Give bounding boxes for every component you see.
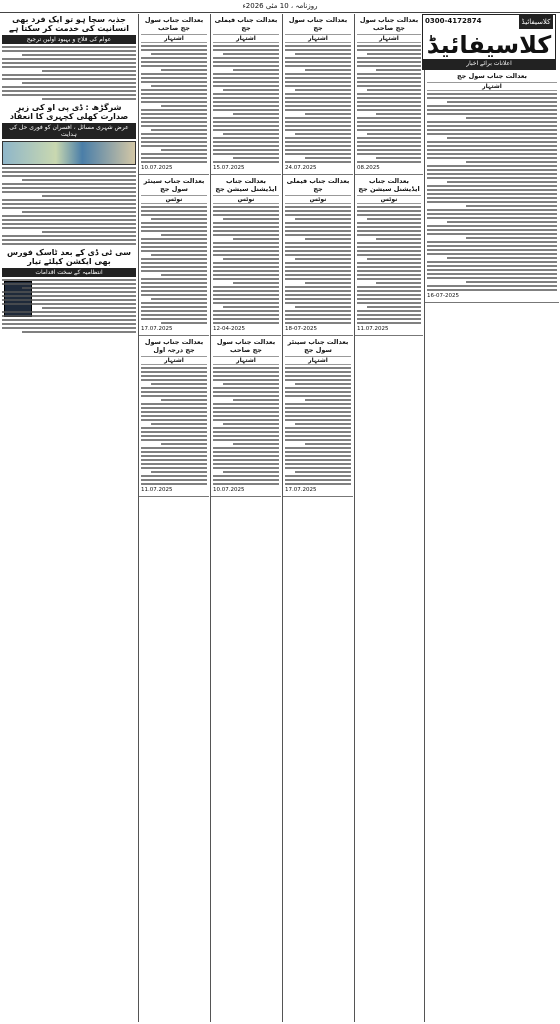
news-photo (2, 141, 136, 165)
ad-block: بعدالت جناب سول جج صاحب اشتہار 10.07.2025 (139, 14, 209, 175)
news-subhead-2: عرض شہری مسائل ، افسران کو فوری حل کی ہدایت (2, 123, 136, 139)
news-headline-1: جذبہ سچا ہو تو ایک فرد بھی انسانیت کی خدمت کر سکتا ہے (9, 15, 129, 33)
ad-block: بعدالت جناب سینئر سول جج اشتہار 17.07.2025 (283, 336, 353, 497)
ad-block: بعدالت جناب سول جج اشتہار 16-07-2025 (425, 70, 559, 303)
news-subhead-3: انتظامیہ کے سخت اقدامات (2, 268, 136, 277)
masthead-subtitle: اعلانات برائے اخبار (423, 59, 555, 69)
ad-block: بعدالت جناب فیملی جج اشتہار 15.07.2025 (211, 14, 281, 175)
ad-column-1 (138, 14, 209, 1022)
news-body-3 (2, 279, 136, 333)
ad-block: بعدالت جناب سول جج صاحب اشتہار 10.07.2025 (211, 336, 281, 497)
masthead-logo: کلاسیفائیڈ (519, 15, 553, 29)
ad-block: بعدالت جناب سول جج اشتہار 24.07.2025 (283, 14, 353, 175)
ad-block: بعدالت جناب ایڈیشنل سیشن جج نوٹس 12-04-2025 (211, 175, 281, 336)
ad-block: بعدالت جناب سول جج صاحب اشتہار 08.2025 (355, 14, 423, 175)
ad-column-3 (282, 14, 353, 1022)
news-headline-2: شرگڑھ : ڈی پی او کی زیرِ صدارت کھلی کچہری کا انعقاد (9, 103, 129, 121)
ad-block: بعدالت جناب سینئر سول جج نوٹس 17.07.2025 (139, 175, 209, 336)
masthead-phone: 0300-4172874 (425, 17, 482, 25)
news-headline-3: سی ٹی ڈی کے بعد ٹاسک فورس بھی ایکشن کیلئے تیار (6, 248, 132, 266)
masthead-title: کلاسیفائیڈ (426, 31, 552, 59)
news-subhead-1: عوام کی فلاح و بہبود اولین ترجیح (2, 35, 136, 44)
date-line: روزنامہ ، 10 مئی 2026ء (0, 0, 560, 13)
ad-block: بعدالت جناب سول جج درجہ اول اشتہار 11.07.2025 (139, 336, 209, 497)
classified-masthead (422, 14, 556, 70)
ad-column-5 (424, 70, 559, 1022)
news-body-2 (2, 167, 136, 245)
news-section (2, 14, 136, 335)
news-body-1 (2, 46, 136, 100)
ad-block: بعدالت جناب ایڈیشنل سیشن جج نوٹس 11.07.2025 (355, 175, 423, 336)
ad-block: بعدالت جناب فیملی جج نوٹس 18-07-2025 (283, 175, 353, 336)
ad-column-2 (210, 14, 281, 1022)
ad-column-4 (354, 14, 423, 1022)
